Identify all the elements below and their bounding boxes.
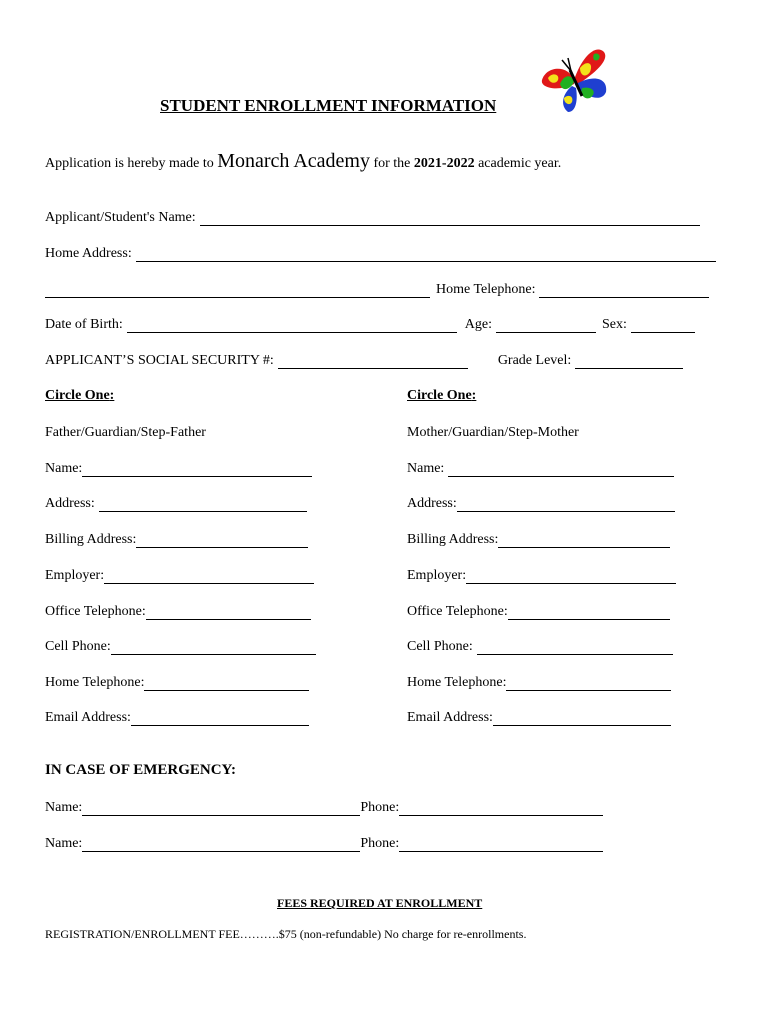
ssn-row [45,352,683,369]
mother-home-tel-row [407,674,671,691]
mother-billing-field[interactable] [498,532,670,548]
address-line2-row [45,281,709,298]
academic-year: 2021-2022 [413,156,475,171]
father-cell-label: Cell Phone: [45,639,111,654]
mother-email-label: Email Address: [407,710,493,725]
mother-name-field[interactable] [448,461,674,477]
mother-employer-label: Employer: [407,568,467,583]
father-address-label: Address: [45,496,95,511]
father-employer-label: Employer: [45,568,105,583]
dob-field[interactable] [127,317,457,333]
father-billing-field[interactable] [136,532,308,548]
student-name-field[interactable] [200,210,700,226]
sex-label: Sex: [601,317,627,332]
father-name-row [45,460,312,477]
father-email-row [45,709,309,726]
student-name-row [45,209,700,226]
emergency-phone-label: Phone: [360,836,400,851]
mother-name-row [407,460,674,477]
home-address-line2-field[interactable] [45,282,430,298]
mother-home-tel-field[interactable] [506,675,671,691]
intro-sentence [45,150,561,173]
circle-one-right: Circle One: [407,388,477,403]
sex-field[interactable] [631,317,695,333]
grade-level-label: Grade Level: [497,353,572,368]
father-office-tel-row [45,603,311,620]
emergency-heading: IN CASE OF EMERGENCY: [45,762,236,778]
mother-billing-row [407,531,670,548]
mother-cell-label: Cell Phone: [407,639,473,654]
mother-cell-field[interactable] [477,639,673,655]
father-cell-field[interactable] [111,639,316,655]
butterfly-logo [538,44,612,114]
student-name-label: Applicant/Student's Name: [45,210,196,225]
father-home-tel-field[interactable] [144,675,309,691]
emergency-name-label: Name: [45,836,83,851]
mother-home-tel-label: Home Telephone: [407,675,507,690]
father-email-field[interactable] [131,710,309,726]
emergency-phone-field-1[interactable] [399,800,603,816]
dob-label: Date of Birth: [45,317,123,332]
father-employer-row [45,567,314,584]
home-telephone-field[interactable] [539,282,709,298]
father-address-row [45,495,307,512]
father-office-tel-field[interactable] [146,604,311,620]
mother-office-tel-field[interactable] [508,604,670,620]
mother-email-field[interactable] [493,710,671,726]
home-address-field[interactable] [136,246,716,262]
home-address-label: Home Address: [45,246,132,261]
registration-fee-text: REGISTRATION/ENROLLMENT FEE……….$75 (non-refundable) No charge for re-enrollments. [45,927,527,941]
mother-cell-row [407,638,673,655]
school-name: Monarch Academy [217,150,370,172]
father-billing-label: Billing Address: [45,532,137,547]
page-title: STUDENT ENROLLMENT INFORMATION [160,96,497,115]
intro-prefix: Application is hereby made to [45,156,214,171]
mother-name-label: Name: [407,461,445,476]
father-billing-row [45,531,308,548]
intro-mid: for the [373,156,411,171]
emergency-name-field-2[interactable] [82,836,360,852]
mother-address-label: Address: [407,496,457,511]
emergency-phone-field-2[interactable] [399,836,603,852]
mother-address-row [407,495,675,512]
mother-heading[interactable]: Mother/Guardian/Step-Mother [407,425,579,440]
father-name-label: Name: [45,461,83,476]
emergency-contact-1 [45,799,603,816]
father-employer-field[interactable] [104,568,314,584]
father-home-tel-label: Home Telephone: [45,675,145,690]
emergency-phone-label: Phone: [360,800,400,815]
mother-email-row [407,709,671,726]
mother-employer-field[interactable] [466,568,676,584]
ssn-field[interactable] [278,353,468,369]
circle-one-left: Circle One: [45,388,115,403]
mother-employer-row [407,567,676,584]
fees-heading: FEES REQUIRED AT ENROLLMENT [277,896,483,910]
father-name-field[interactable] [82,461,312,477]
intro-suffix: academic year. [478,156,562,171]
father-home-tel-row [45,674,309,691]
mother-office-tel-row [407,603,670,620]
mother-billing-label: Billing Address: [407,532,499,547]
grade-level-field[interactable] [575,353,683,369]
age-label: Age: [464,317,492,332]
father-cell-row [45,638,316,655]
emergency-name-field-1[interactable] [82,800,360,816]
father-email-label: Email Address: [45,710,131,725]
home-telephone-label: Home Telephone: [436,282,536,297]
ssn-label: APPLICANT’S SOCIAL SECURITY #: [45,353,274,368]
father-office-tel-label: Office Telephone: [45,604,146,619]
mother-office-tel-label: Office Telephone: [407,604,508,619]
father-heading[interactable]: Father/Guardian/Step-Father [45,425,206,440]
mother-address-field[interactable] [457,496,675,512]
dob-row [45,316,695,333]
age-field[interactable] [496,317,596,333]
home-address-row [45,245,716,262]
emergency-name-label: Name: [45,800,83,815]
emergency-contact-2 [45,835,603,852]
father-address-field[interactable] [99,496,307,512]
